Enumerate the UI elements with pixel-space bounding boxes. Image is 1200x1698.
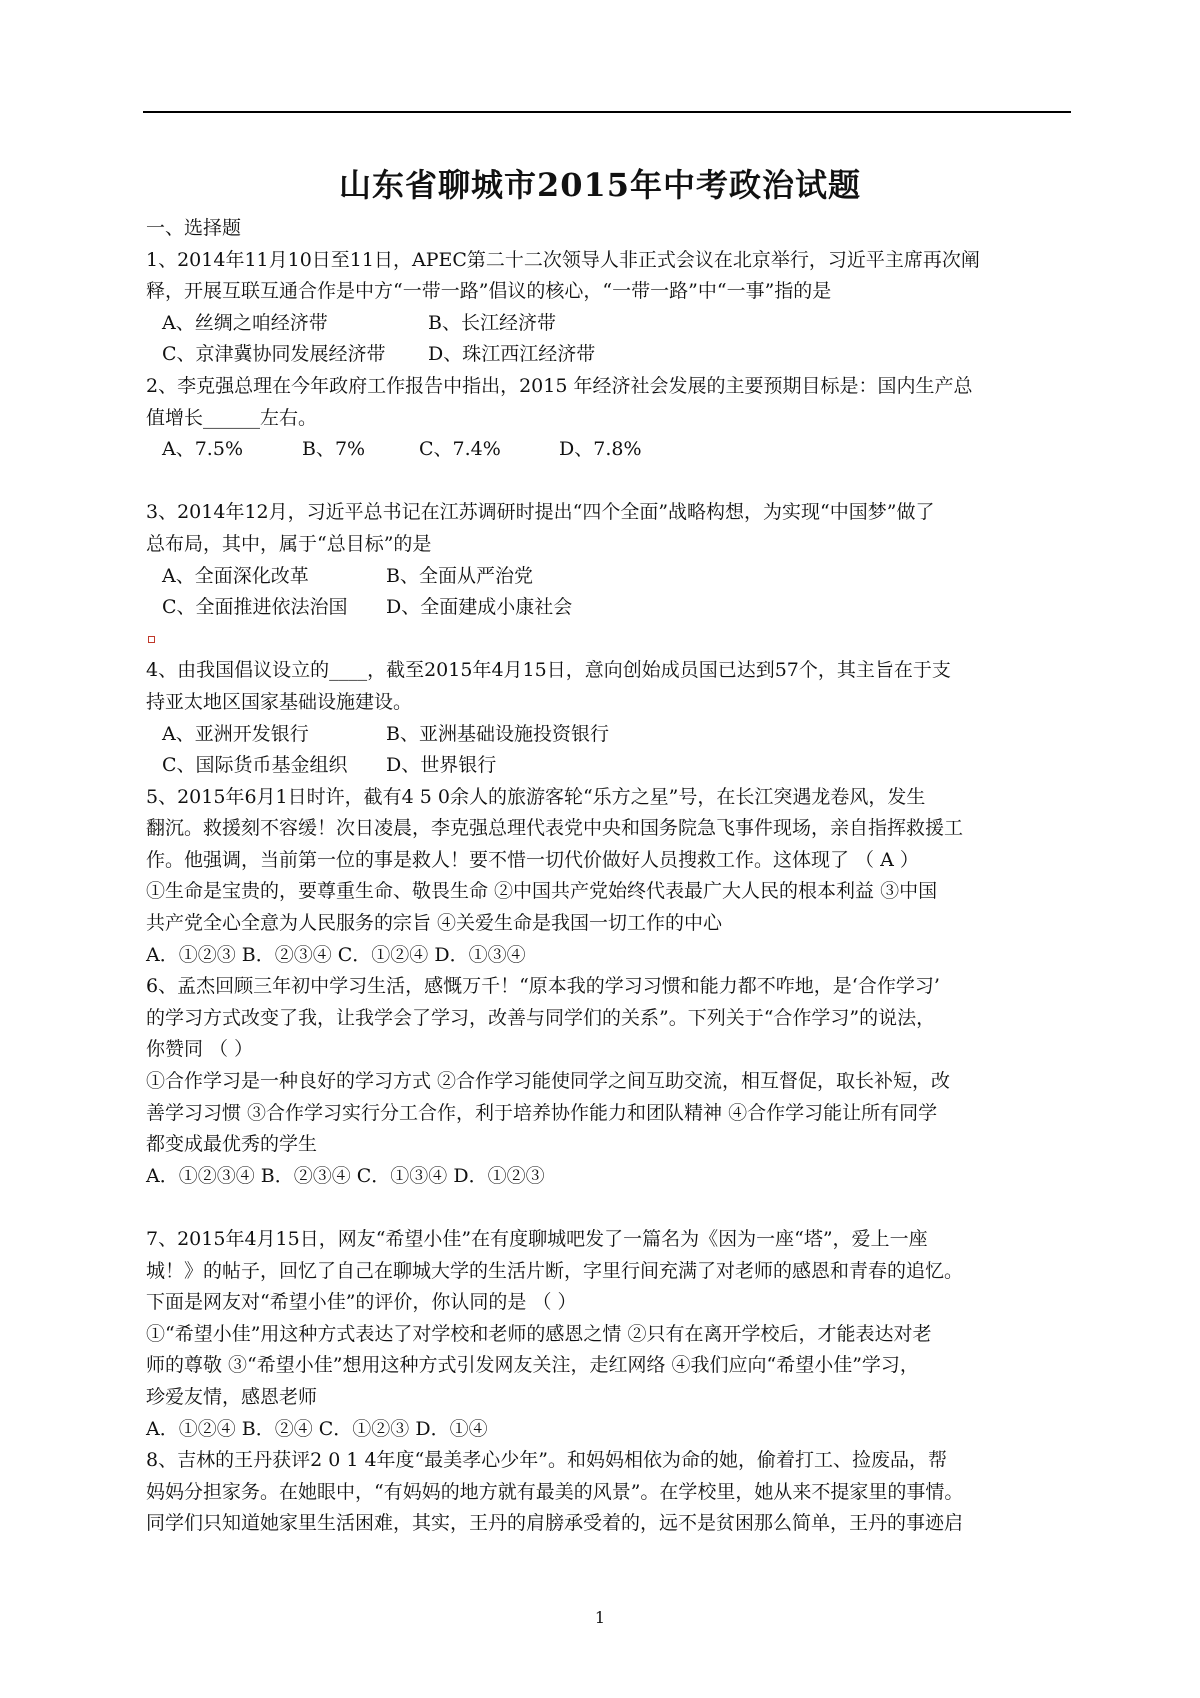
statement-text: 共产党全心全意为人民服务的宗旨 ④关爱生命是我国一切工作的中心	[146, 912, 723, 935]
statement-text: 善学习习惯 ③合作学习实行分工合作，利于培养协作能力和团队精神 ④合作学习能让所有同学	[146, 1101, 938, 1124]
option-row: A．①②③ B．②③④ C．①②④ D．①③④	[146, 943, 526, 966]
option-row	[146, 308, 1070, 340]
question-text: 5、2015年6月1日时许，截有4 5 0余人的旅游客轮“乐方之星”号，在长江突遇龙卷风，发生	[146, 785, 926, 808]
option-c: C、京津冀协同发展经济带	[162, 343, 386, 366]
option-a: A、亚洲开发银行	[162, 722, 309, 745]
option-c: C、7.4%	[419, 438, 501, 461]
option-row	[146, 434, 1070, 466]
header-rule	[143, 111, 1071, 113]
question-text: 2、李克强总理在今年政府工作报告中指出，2015 年经济社会发展的主要预期目标是：国内生产总	[146, 374, 973, 397]
question-text: 总布局，其中，属于“总目标”的是	[146, 532, 432, 555]
question-text: 3、2014年12月，习近平总书记在江苏调研时提出“四个全面”战略构想，为实现“中国梦”做了	[146, 501, 935, 524]
question-6	[146, 971, 1070, 1192]
question-text: 翻沉。救援刻不容缓！次日凌晨，李克强总理代表党中央和国务院急飞事件现场，亲自指挥救援工	[146, 817, 964, 840]
question-text: 值增长______左右。	[146, 406, 318, 429]
option-b: B、7%	[302, 438, 366, 461]
question-text: 同学们只知道她家里生活困难，其实，王丹的肩膀承受着的，远不是贫困那么简单，王丹的事迹启	[146, 1512, 964, 1535]
option-d: D、全面建成小康社会	[386, 596, 573, 619]
question-text: 下面是网友对“希望小佳”的评价，你认同的是 （ ）	[146, 1291, 577, 1314]
exam-body	[146, 213, 1070, 1540]
option-c: C、国际货币基金组织	[162, 754, 348, 777]
question-text: 妈妈分担家务。在她眼中，“有妈妈的地方就有最美的风景”。在学校里，她从来不提家里的事情。	[146, 1480, 964, 1503]
option-a: A、全面深化改革	[162, 564, 309, 587]
question-2	[146, 371, 1070, 466]
question-text: 6、孟杰回顾三年初中学习生活，感慨万千！“原本我的学习习惯和能力都不咋地，是‘合作学习’	[146, 975, 940, 998]
question-8	[146, 1445, 1070, 1540]
statement-text: 珍爱友情，感恩老师	[146, 1385, 318, 1408]
question-5	[146, 782, 1070, 972]
paragraph-mark	[146, 624, 1070, 656]
option-a: A、7.5%	[162, 438, 243, 461]
option-row: A．①②④ B．②④ C．①②③ D．①④	[146, 1417, 488, 1440]
question-text: 7、2015年4月15日，网友“希望小佳”在有度聊城吧发了一篇名为《因为一座“塔”，爱上一座	[146, 1228, 928, 1250]
question-4	[146, 655, 1070, 781]
option-b: B、亚洲基础设施投资银行	[386, 722, 609, 745]
question-text: 4、由我国倡议设立的____，截至2015年4月15日，意向创始成员国已达到57个，其主旨在于支	[146, 659, 951, 682]
spacer	[146, 1192, 1070, 1224]
option-row	[146, 339, 1070, 371]
question-1	[146, 245, 1070, 371]
option-row	[146, 719, 1070, 751]
section-heading: 一、选择题	[146, 217, 242, 239]
question-3	[146, 497, 1070, 623]
statement-text: 师的尊敬 ③“希望小佳”想用这种方式引发网友关注，走红网络 ④我们应向“希望小佳”学习，	[146, 1354, 919, 1377]
statement-text: 都变成最优秀的学生	[146, 1133, 318, 1156]
option-row	[146, 592, 1070, 624]
option-d: D、世界银行	[386, 754, 497, 777]
anchor-icon	[148, 636, 155, 643]
option-c: C、全面推进依法治国	[162, 596, 348, 619]
question-text: 8、吉林的王丹获评2 0 1 4年度“最美孝心少年”。和妈妈相依为命的她，偷着打工、捡废品，帮	[146, 1449, 947, 1472]
option-b: B、全面从严治党	[386, 564, 533, 587]
page-title: 山东省聊城市2015年中考政治试题	[338, 166, 862, 204]
question-text: 持亚太地区国家基础设施建设。	[146, 690, 413, 713]
spacer	[146, 466, 1070, 498]
question-text: 的学习方式改变了我，让我学会了学习，改善与同学们的关系”。下列关于“合作学习”的说法，	[146, 1006, 936, 1029]
option-row: A．①②③④ B．②③④ C．①③④ D．①②③	[146, 1164, 545, 1187]
page-number: 1	[594, 1608, 606, 1627]
option-d: D、珠江西江经济带	[428, 343, 596, 366]
option-d: D、7.8%	[559, 438, 642, 461]
question-text: 1、2014年11月10日至11日，APEC第二十二次领导人非正式会议在北京举行，习近平主席再次阐	[146, 248, 980, 271]
question-text: 城！》的帖子，回忆了自己在聊城大学的生活片断，字里行间充满了对老师的感恩和青春的追忆。	[146, 1259, 964, 1282]
question-text: 作。他强调，当前第一位的事是救人！要不惜一切代价做好人员搜救工作。这体现了 （ A ）	[146, 848, 919, 871]
option-a: A、丝绸之咱经济带	[162, 311, 328, 334]
statement-text: ①生命是宝贵的，要尊重生命、敬畏生命 ②中国共产党始终代表最广大人民的根本利益 ③中国	[146, 880, 938, 903]
statement-text: ①“希望小佳”用这种方式表达了对学校和老师的感恩之情 ②只有在离开学校后，才能表达对老	[146, 1322, 932, 1345]
option-b: B、长江经济带	[428, 311, 556, 334]
question-text: 你赞同 （ ）	[146, 1038, 254, 1061]
option-row	[146, 561, 1070, 593]
question-text: 释，开展互联互通合作是中方“一带一路”倡议的核心，“一带一路”中“一事”指的是	[146, 280, 832, 303]
question-7	[146, 1224, 1070, 1445]
statement-text: ①合作学习是一种良好的学习方式 ②合作学习能使同学之间互助交流，相互督促，取长补短，改	[146, 1070, 951, 1093]
option-row	[146, 750, 1070, 782]
